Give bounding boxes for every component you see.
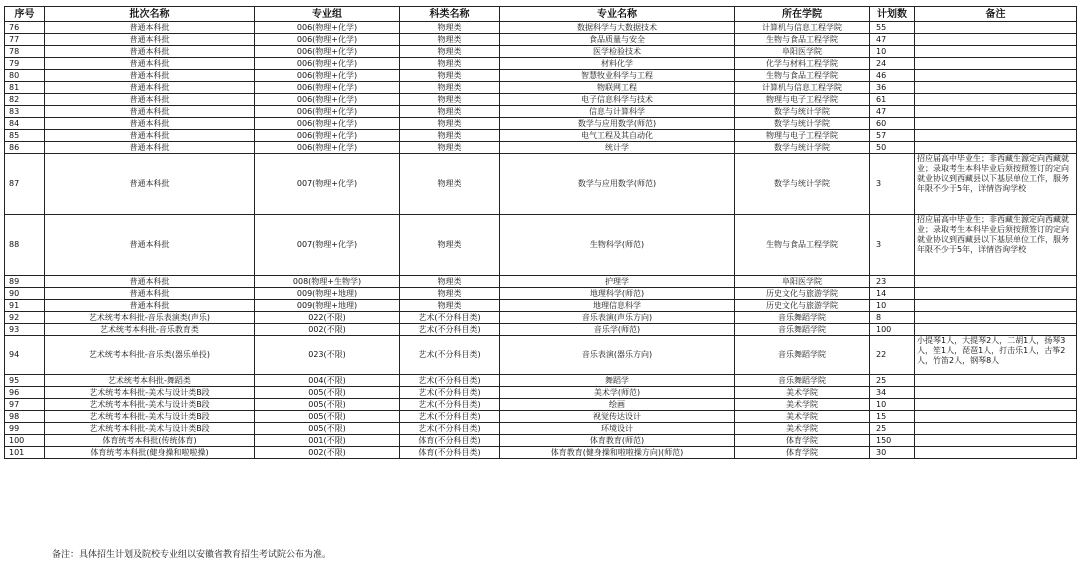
college-cell: 数学与统计学院 — [735, 118, 870, 130]
major-cell: 绘画 — [500, 399, 735, 411]
batch-cell: 艺术统考本科批-音乐表演类(声乐) — [45, 312, 255, 324]
batch-cell: 普通本科批 — [45, 276, 255, 288]
major-cell: 电子信息科学与技术 — [500, 94, 735, 106]
batch-cell: 艺术统考本科批-美术与设计类B段 — [45, 399, 255, 411]
group-cell: 006(物理+化学) — [255, 142, 400, 154]
plan-cell: 47 — [870, 34, 915, 46]
college-cell: 数学与统计学院 — [735, 106, 870, 118]
category-cell: 体育(不分科目类) — [400, 447, 500, 459]
major-cell: 医学检验技术 — [500, 46, 735, 58]
major-cell: 体育教育(健身操和啦啦操方向)(师范) — [500, 447, 735, 459]
note-cell — [915, 435, 1077, 447]
seq-cell: 79 — [5, 58, 45, 70]
note-cell — [915, 324, 1077, 336]
table-row — [5, 375, 1077, 387]
table-row — [5, 435, 1077, 447]
plan-cell: 10 — [870, 300, 915, 312]
major-cell: 数学与应用数学(师范) — [500, 154, 735, 215]
group-cell: 005(不限) — [255, 423, 400, 435]
table-row — [5, 312, 1077, 324]
category-cell: 艺术(不分科目类) — [400, 312, 500, 324]
college-cell: 物理与电子工程学院 — [735, 94, 870, 106]
plan-cell: 25 — [870, 423, 915, 435]
college-cell: 生物与食品工程学院 — [735, 34, 870, 46]
category-cell: 物理类 — [400, 130, 500, 142]
table-row — [5, 324, 1077, 336]
plan-cell: 60 — [870, 118, 915, 130]
seq-cell: 83 — [5, 106, 45, 118]
seq-cell: 90 — [5, 288, 45, 300]
category-cell: 物理类 — [400, 22, 500, 34]
major-cell: 地理信息科学 — [500, 300, 735, 312]
group-cell: 022(不限) — [255, 312, 400, 324]
header-college: 所在学院 — [735, 7, 870, 22]
major-cell: 音乐表演(声乐方向) — [500, 312, 735, 324]
plan-cell: 61 — [870, 94, 915, 106]
category-cell: 物理类 — [400, 276, 500, 288]
category-cell: 物理类 — [400, 106, 500, 118]
note-cell — [915, 34, 1077, 46]
table-row — [5, 118, 1077, 130]
group-cell: 006(物理+化学) — [255, 22, 400, 34]
note-cell — [915, 375, 1077, 387]
college-cell: 计算机与信息工程学院 — [735, 22, 870, 34]
category-cell: 物理类 — [400, 70, 500, 82]
category-cell: 艺术(不分科目类) — [400, 411, 500, 423]
category-cell: 艺术(不分科目类) — [400, 387, 500, 399]
plan-cell: 10 — [870, 46, 915, 58]
table-row — [5, 46, 1077, 58]
header-major: 专业名称 — [500, 7, 735, 22]
college-cell: 生物与食品工程学院 — [735, 215, 870, 276]
table-row — [5, 387, 1077, 399]
batch-cell: 普通本科批 — [45, 130, 255, 142]
table-row — [5, 94, 1077, 106]
major-cell: 体育教育(师范) — [500, 435, 735, 447]
category-cell: 物理类 — [400, 154, 500, 215]
group-cell: 006(物理+化学) — [255, 118, 400, 130]
plan-cell: 55 — [870, 22, 915, 34]
batch-cell: 艺术统考本科批-音乐教育类 — [45, 324, 255, 336]
note-cell: 小提琴1人，大提琴2人，二胡1人，扬琴3人，笙1人，琵琶1人，打击乐1人，古筝2人，竹笛2人，钢琴8人 — [915, 336, 1077, 375]
category-cell: 物理类 — [400, 288, 500, 300]
batch-cell: 艺术统考本科批-美术与设计类B段 — [45, 387, 255, 399]
seq-cell: 89 — [5, 276, 45, 288]
college-cell: 数学与统计学院 — [735, 154, 870, 215]
major-cell: 数学与应用数学(师范) — [500, 118, 735, 130]
college-cell: 音乐舞蹈学院 — [735, 324, 870, 336]
group-cell: 006(物理+化学) — [255, 82, 400, 94]
group-cell: 006(物理+化学) — [255, 46, 400, 58]
header-row — [5, 7, 1077, 22]
plan-cell: 10 — [870, 399, 915, 411]
group-cell: 006(物理+化学) — [255, 34, 400, 46]
plan-cell: 15 — [870, 411, 915, 423]
plan-cell: 30 — [870, 447, 915, 459]
group-cell: 001(不限) — [255, 435, 400, 447]
college-cell: 数学与统计学院 — [735, 142, 870, 154]
college-cell: 美术学院 — [735, 423, 870, 435]
major-cell: 音乐表演(器乐方向) — [500, 336, 735, 375]
batch-cell: 普通本科批 — [45, 58, 255, 70]
major-cell: 视觉传达设计 — [500, 411, 735, 423]
batch-cell: 普通本科批 — [45, 142, 255, 154]
seq-cell: 93 — [5, 324, 45, 336]
note-cell — [915, 106, 1077, 118]
seq-cell: 97 — [5, 399, 45, 411]
category-cell: 艺术(不分科目类) — [400, 375, 500, 387]
plan-cell: 23 — [870, 276, 915, 288]
batch-cell: 艺术统考本科批-舞蹈类 — [45, 375, 255, 387]
table-row — [5, 411, 1077, 423]
category-cell: 物理类 — [400, 58, 500, 70]
batch-cell: 普通本科批 — [45, 118, 255, 130]
note-cell — [915, 82, 1077, 94]
category-cell: 物理类 — [400, 94, 500, 106]
plan-cell: 47 — [870, 106, 915, 118]
note-cell — [915, 46, 1077, 58]
college-cell: 美术学院 — [735, 399, 870, 411]
plan-cell: 34 — [870, 387, 915, 399]
group-cell: 004(不限) — [255, 375, 400, 387]
major-cell: 食品质量与安全 — [500, 34, 735, 46]
plan-cell: 46 — [870, 70, 915, 82]
note-cell: 招应届高中毕业生；非西藏生源定向西藏就业；录取考生本科毕业后须按照签订的定向就业协议到西藏县以下基层单位工作，服务年限不少于5年，详情咨询学校 — [915, 215, 1077, 276]
note-cell — [915, 411, 1077, 423]
table-row — [5, 447, 1077, 459]
group-cell: 006(物理+化学) — [255, 94, 400, 106]
batch-cell: 体育统考本科批(健身操和啦啦操) — [45, 447, 255, 459]
seq-cell: 91 — [5, 300, 45, 312]
header-category: 科类名称 — [400, 7, 500, 22]
college-cell: 历史文化与旅游学院 — [735, 288, 870, 300]
category-cell: 艺术(不分科目类) — [400, 423, 500, 435]
major-cell: 信息与计算科学 — [500, 106, 735, 118]
batch-cell: 普通本科批 — [45, 106, 255, 118]
seq-cell: 81 — [5, 82, 45, 94]
group-cell: 009(物理+地理) — [255, 300, 400, 312]
group-cell: 006(物理+化学) — [255, 70, 400, 82]
category-cell: 物理类 — [400, 300, 500, 312]
category-cell: 艺术(不分科目类) — [400, 336, 500, 375]
note-cell — [915, 130, 1077, 142]
college-cell: 物理与电子工程学院 — [735, 130, 870, 142]
batch-cell: 普通本科批 — [45, 154, 255, 215]
note-cell — [915, 276, 1077, 288]
plan-cell: 25 — [870, 375, 915, 387]
college-cell: 体育学院 — [735, 435, 870, 447]
seq-cell: 94 — [5, 336, 45, 375]
plan-cell: 3 — [870, 215, 915, 276]
batch-cell: 普通本科批 — [45, 82, 255, 94]
footer-note: 备注：具体招生计划及院校专业组以安徽省教育招生考试院公布为准。 — [52, 550, 332, 560]
college-cell: 音乐舞蹈学院 — [735, 312, 870, 324]
table-row — [5, 215, 1077, 276]
seq-cell: 100 — [5, 435, 45, 447]
major-cell: 环境设计 — [500, 423, 735, 435]
college-cell: 计算机与信息工程学院 — [735, 82, 870, 94]
note-cell — [915, 423, 1077, 435]
college-cell: 美术学院 — [735, 387, 870, 399]
plan-cell: 50 — [870, 142, 915, 154]
major-cell: 音乐学(师范) — [500, 324, 735, 336]
plan-cell: 3 — [870, 154, 915, 215]
plan-cell: 100 — [870, 324, 915, 336]
group-cell: 005(不限) — [255, 399, 400, 411]
note-cell — [915, 387, 1077, 399]
category-cell: 物理类 — [400, 215, 500, 276]
group-cell: 002(不限) — [255, 324, 400, 336]
college-cell: 美术学院 — [735, 411, 870, 423]
note-cell — [915, 300, 1077, 312]
category-cell: 物理类 — [400, 142, 500, 154]
enrollment-plan-table — [4, 6, 1077, 459]
seq-cell: 77 — [5, 34, 45, 46]
seq-cell: 95 — [5, 375, 45, 387]
seq-cell: 87 — [5, 154, 45, 215]
college-cell: 阜阳医学院 — [735, 46, 870, 58]
note-cell — [915, 447, 1077, 459]
major-cell: 生物科学(师范) — [500, 215, 735, 276]
batch-cell: 普通本科批 — [45, 22, 255, 34]
table-row — [5, 154, 1077, 215]
note-cell — [915, 22, 1077, 34]
batch-cell: 艺术统考本科批-美术与设计类B段 — [45, 411, 255, 423]
table-row — [5, 22, 1077, 34]
note-cell — [915, 142, 1077, 154]
batch-cell: 普通本科批 — [45, 46, 255, 58]
seq-cell: 76 — [5, 22, 45, 34]
seq-cell: 96 — [5, 387, 45, 399]
category-cell: 艺术(不分科目类) — [400, 399, 500, 411]
group-cell: 023(不限) — [255, 336, 400, 375]
table-row — [5, 70, 1077, 82]
group-cell: 008(物理+生物学) — [255, 276, 400, 288]
major-cell: 材料化学 — [500, 58, 735, 70]
group-cell: 002(不限) — [255, 447, 400, 459]
group-cell: 006(物理+化学) — [255, 58, 400, 70]
plan-cell: 57 — [870, 130, 915, 142]
college-cell: 音乐舞蹈学院 — [735, 375, 870, 387]
college-cell: 体育学院 — [735, 447, 870, 459]
plan-cell: 14 — [870, 288, 915, 300]
plan-cell: 24 — [870, 58, 915, 70]
table-row — [5, 142, 1077, 154]
group-cell: 007(物理+化学) — [255, 154, 400, 215]
plan-cell: 8 — [870, 312, 915, 324]
note-cell — [915, 288, 1077, 300]
college-cell: 音乐舞蹈学院 — [735, 336, 870, 375]
major-cell: 美术学(师范) — [500, 387, 735, 399]
table-row — [5, 58, 1077, 70]
college-cell: 生物与食品工程学院 — [735, 70, 870, 82]
batch-cell: 普通本科批 — [45, 215, 255, 276]
batch-cell: 普通本科批 — [45, 70, 255, 82]
batch-cell: 普通本科批 — [45, 34, 255, 46]
seq-cell: 80 — [5, 70, 45, 82]
category-cell: 体育(不分科目类) — [400, 435, 500, 447]
major-cell: 统计学 — [500, 142, 735, 154]
college-cell: 历史文化与旅游学院 — [735, 300, 870, 312]
table-row — [5, 300, 1077, 312]
seq-cell: 98 — [5, 411, 45, 423]
header-note: 备注 — [915, 7, 1077, 22]
batch-cell: 体育统考本科批(传统体育) — [45, 435, 255, 447]
table-row — [5, 336, 1077, 375]
major-cell: 地理科学(师范) — [500, 288, 735, 300]
table-row — [5, 130, 1077, 142]
category-cell: 艺术(不分科目类) — [400, 324, 500, 336]
note-cell — [915, 94, 1077, 106]
plan-cell: 22 — [870, 336, 915, 375]
header-group: 专业组 — [255, 7, 400, 22]
major-cell: 智慧牧业科学与工程 — [500, 70, 735, 82]
seq-cell: 85 — [5, 130, 45, 142]
table-row — [5, 423, 1077, 435]
category-cell: 物理类 — [400, 82, 500, 94]
note-cell — [915, 399, 1077, 411]
batch-cell: 普通本科批 — [45, 288, 255, 300]
college-cell: 阜阳医学院 — [735, 276, 870, 288]
note-cell — [915, 70, 1077, 82]
seq-cell: 78 — [5, 46, 45, 58]
major-cell: 物联网工程 — [500, 82, 735, 94]
note-cell — [915, 312, 1077, 324]
category-cell: 物理类 — [400, 118, 500, 130]
note-cell: 招应届高中毕业生；非西藏生源定向西藏就业；录取考生本科毕业后须按照签订的定向就业协议到西藏县以下基层单位工作，服务年限不少于5年，详情咨询学校 — [915, 154, 1077, 215]
major-cell: 舞蹈学 — [500, 375, 735, 387]
note-cell — [915, 118, 1077, 130]
major-cell: 护理学 — [500, 276, 735, 288]
seq-cell: 84 — [5, 118, 45, 130]
note-cell — [915, 58, 1077, 70]
batch-cell: 艺术统考本科批-音乐类(器乐单投) — [45, 336, 255, 375]
category-cell: 物理类 — [400, 34, 500, 46]
group-cell: 005(不限) — [255, 411, 400, 423]
table-row — [5, 288, 1077, 300]
category-cell: 物理类 — [400, 46, 500, 58]
group-cell: 007(物理+化学) — [255, 215, 400, 276]
seq-cell: 101 — [5, 447, 45, 459]
header-plan: 计划数 — [870, 7, 915, 22]
group-cell: 006(物理+化学) — [255, 130, 400, 142]
table-row — [5, 276, 1077, 288]
group-cell: 009(物理+地理) — [255, 288, 400, 300]
batch-cell: 普通本科批 — [45, 94, 255, 106]
batch-cell: 普通本科批 — [45, 300, 255, 312]
table-row — [5, 34, 1077, 46]
plan-cell: 150 — [870, 435, 915, 447]
seq-cell: 92 — [5, 312, 45, 324]
college-cell: 化学与材料工程学院 — [735, 58, 870, 70]
header-seq: 序号 — [5, 7, 45, 22]
batch-cell: 艺术统考本科批-美术与设计类B段 — [45, 423, 255, 435]
table-row — [5, 106, 1077, 118]
seq-cell: 88 — [5, 215, 45, 276]
table-row — [5, 399, 1077, 411]
seq-cell: 86 — [5, 142, 45, 154]
header-batch: 批次名称 — [45, 7, 255, 22]
major-cell: 数据科学与大数据技术 — [500, 22, 735, 34]
major-cell: 电气工程及其自动化 — [500, 130, 735, 142]
table-row — [5, 82, 1077, 94]
group-cell: 005(不限) — [255, 387, 400, 399]
seq-cell: 82 — [5, 94, 45, 106]
group-cell: 006(物理+化学) — [255, 106, 400, 118]
plan-cell: 36 — [870, 82, 915, 94]
seq-cell: 99 — [5, 423, 45, 435]
